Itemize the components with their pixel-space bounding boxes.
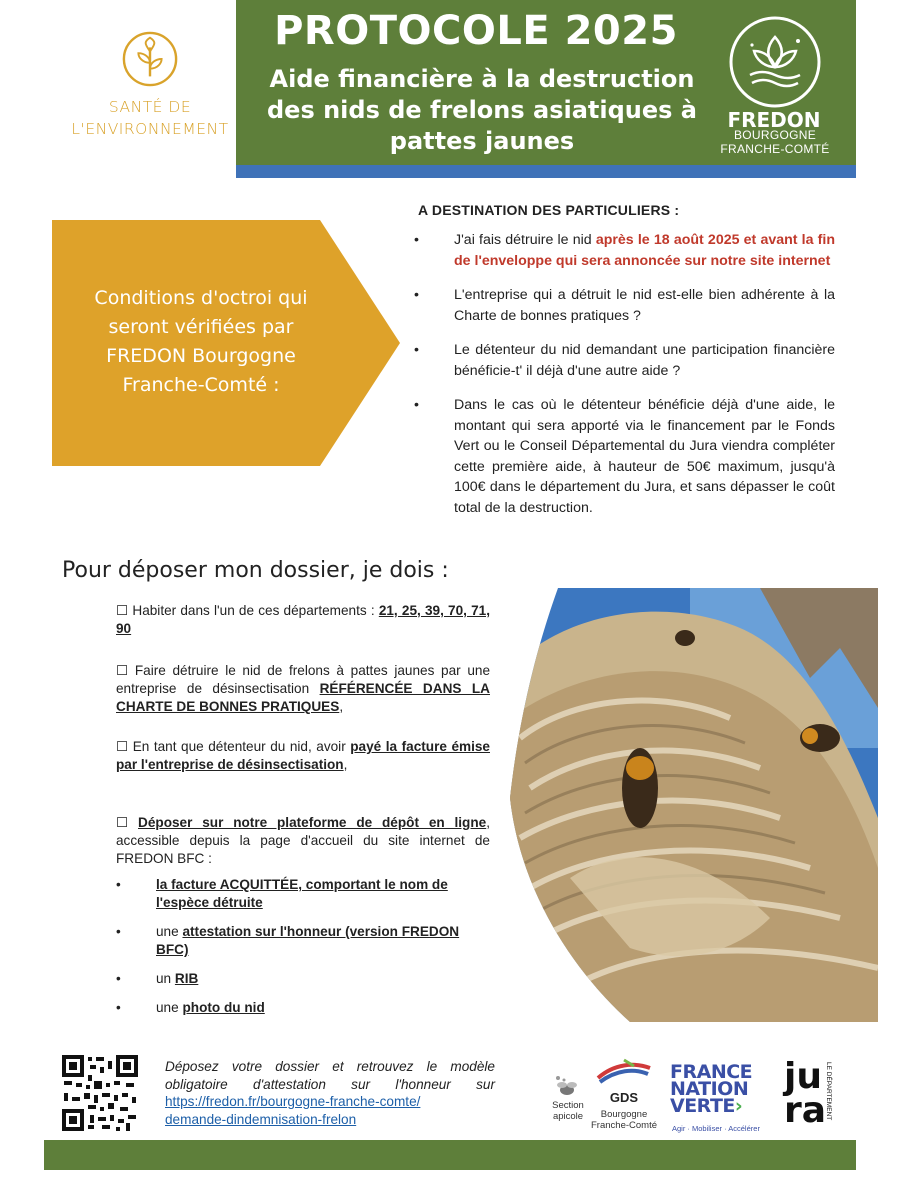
checkbox-icon: ☐ [116,739,129,754]
checkbox-icon: ☐ [116,603,129,618]
list-item [412,340,835,381]
fnv-tagline: Agir · Mobiliser · Accélérer [672,1124,760,1133]
jura-line1: ju [784,1056,822,1097]
section-apicole-line1: Section [552,1100,584,1111]
gds-region-line2: Franche-Comté [591,1120,657,1131]
list-item [116,970,494,988]
requirement-2-end: , [339,699,344,714]
documents-list [116,876,494,1028]
fredon-region-line1: BOURGOGNE [733,128,817,142]
checkbox-icon: ☐ [116,663,129,678]
document-4-prefix: une [156,1000,183,1015]
document-3: RIB [174,971,199,986]
conditions-list [412,230,835,532]
sante-label-line2: L'ENVIRONNEMENT [71,120,229,138]
bullet: • [116,924,121,939]
particuliers-heading: A DESTINATION DES PARTICULIERS : [418,202,680,218]
page-subtitle: Aide financière à la destruction des nids de frelons asiatiques à pattes jaunes [266,65,698,155]
jura-department-label: LE DÉPARTEMENT [825,1062,832,1121]
list-item [412,285,835,326]
sante-sprout-icon [121,30,179,88]
requirement-2 [116,662,490,716]
page-title: PROTOCOLE 2025 [274,8,678,54]
fredon-logo-name: FREDON [727,108,821,132]
fnv-chevron-icon: › [734,1095,743,1117]
requirement-3-text: En tant que détenteur du nid, avoir [132,739,351,754]
gds-logo-region [590,1109,658,1131]
condition-4-text: Dans le cas où le détenteur bénéficie déjà d'une aide, le montant qui sera apporté via le financement par le Fonds Vert ou le Conseil Départemental du Jura viendra compléter cette première aide, à hauteur de 50€ maximum, jusqu'à 100€ dans le département du Jura, et sans dépasser le coût total de la destruction. [454,397,835,516]
gds-logo-name: GDS [609,1090,639,1105]
footer-text: Déposez votre dossier et retrouvez le modèle obligatoire d'attestation sur l'honneur sur [165,1059,495,1092]
requirement-4 [116,814,490,868]
document-4: photo du nid [182,1000,265,1015]
fredon-logo-icon [728,15,822,109]
document-3-prefix: un [156,971,175,986]
conditions-arrow-label: Conditions d'octroi qui seront vérifiées par FREDON Bourgogne Franche-Comté : [94,287,308,396]
fredon-region-line2: FRANCHE-COMTÉ [720,142,830,156]
gds-swoosh-icon [594,1056,654,1088]
bee-icon [552,1074,582,1098]
bullet: • [116,877,121,892]
fnv-line3-text: VERTE [670,1095,735,1117]
condition-1-highlight: après le 18 août 2025 et avant la fin de l'enveloppe qui sera annoncée sur notre site internet [454,232,835,269]
requirement-1-departments: 21, 25, 39, 70, 71, 90 [116,603,490,636]
bullet: • [414,342,419,358]
list-item [412,395,835,518]
document-1: la facture ACQUITTÉE, comportant le nom de l'espèce détruite [156,877,448,910]
footer-instructions [165,1058,495,1128]
bullet: • [414,397,419,413]
checkbox-icon: ☐ [116,815,129,830]
sante-label [55,96,245,140]
hornet-nest-photo [510,588,878,1022]
fnv-line3 [670,1095,770,1117]
document-2: attestation sur l'honneur (version FREDON BFC) [156,924,460,957]
fnv-line1: FRANCE [670,1061,753,1083]
condition-2-text: L'entreprise qui a détruit le nid est-elle bien adhérente à la Charte de bonnes pratiques ? [454,287,835,324]
list-item [116,876,494,912]
sante-environnement-block [55,30,245,180]
fredon-logo-region [700,128,850,156]
document-2-prefix: une [156,924,183,939]
gds-region-line1: Bourgogne [600,1109,648,1120]
requirement-3-end: , [343,757,348,772]
requirement-3-highlight: payé la facture émise par l'entreprise de désinsectisation [116,739,490,772]
footer-link[interactable]: https://fredon.fr/bourgogne-franche-comte/ [165,1094,421,1109]
requirement-1 [116,602,490,638]
jura-line2: ra [784,1090,827,1131]
condition-1-text: J'ai fais détruire le nid [454,232,596,248]
fnv-line2: NATION [670,1078,749,1100]
list-item [116,923,494,959]
requirement-1-text: Habiter dans l'un de ces départements : [132,603,379,618]
jura-logo [784,1056,827,1131]
requirement-4-highlight: Déposer sur notre plateforme de dépôt en ligne [138,815,487,830]
requirement-2-text: Faire détruire le nid de frelons à pattes jaunes par une entreprise de désinsectisation [116,663,491,696]
dossier-heading: Pour déposer mon dossier, je dois : [62,558,449,583]
bullet: • [414,287,419,303]
sante-label-line1: SANTÉ DE [108,98,192,116]
bullet: • [116,971,121,986]
footer-bar [44,1140,856,1170]
qr-code-icon[interactable] [60,1053,140,1133]
condition-3-text: Le détenteur du nid demandant une participation financière bénéficie-t' il déjà d'une autre aide ? [454,342,835,379]
list-item [412,230,835,271]
footer-link-continued[interactable]: demande-dindemnisation-frelon [165,1111,357,1127]
requirement-3 [116,738,490,774]
france-nation-verte-logo [670,1061,770,1117]
list-item [116,999,494,1017]
bullet: • [414,232,419,248]
bullet: • [116,1000,121,1015]
requirement-2-highlight: RÉFÉRENCÉE DANS LA CHARTE DE BONNES PRATIQUES [116,681,490,714]
requirement-4-text: , accessible depuis la page d'accueil du site internet de FREDON BFC : [116,815,490,866]
section-apicole-line2: apicole [552,1111,584,1122]
section-apicole-logo [543,1100,593,1122]
